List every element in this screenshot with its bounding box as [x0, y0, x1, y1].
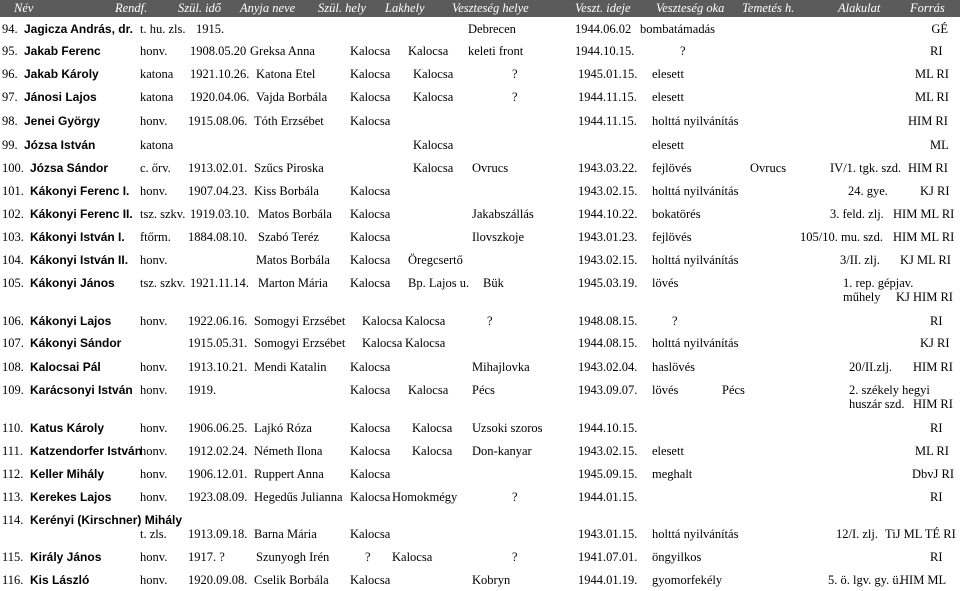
loss-date: 1943.02.15.	[578, 444, 638, 458]
birthplace: Kalocsa	[350, 276, 391, 290]
unit: 20/II.zlj.	[849, 360, 893, 374]
row-number: 102.	[2, 207, 24, 221]
row-number: 103.	[2, 230, 24, 244]
residence: Debrecen	[468, 22, 516, 36]
header-burial: Temetés h.	[742, 1, 795, 15]
residence: Kalocsa	[405, 336, 446, 350]
birth-date: 1912.02.24.	[188, 444, 248, 458]
mother-name: Hegedűs Julianna	[254, 490, 343, 504]
residence: Kalocsa	[408, 44, 449, 58]
birth-date: 1913.09.18.	[188, 527, 248, 541]
mother-name: Somogyi Erzsébet	[254, 336, 346, 350]
person-name: Jakab Károly	[24, 67, 99, 81]
row-number: 104.	[2, 253, 24, 267]
table-row	[0, 336, 960, 352]
row-number: 116.	[2, 573, 24, 587]
residence: Kalocsa	[408, 383, 449, 397]
rank: tsz. szkv.	[140, 276, 186, 290]
birth-date: 1922.06.16.	[188, 314, 248, 328]
mother-name: Szűcs Piroska	[254, 161, 324, 175]
loss-cause: bokatörés	[652, 207, 701, 221]
source: RI	[930, 550, 943, 564]
table-row	[0, 230, 960, 246]
birthplace: Kalocsa	[350, 207, 391, 221]
rank: katona	[140, 90, 174, 104]
source: HIM ML RI	[893, 230, 955, 244]
residence: Kalocsa	[412, 444, 453, 458]
source: GÉ	[931, 22, 948, 36]
birthplace: Kalocsa	[350, 44, 391, 58]
source: DbvJ RI	[912, 467, 955, 481]
table-row	[0, 138, 960, 154]
mother-name: Szunyogh Irén	[256, 550, 330, 564]
row-number: 110.	[2, 421, 24, 435]
birthplace: Kalocsa	[350, 184, 391, 198]
row-number: 108.	[2, 360, 24, 374]
row-number: 107.	[2, 336, 24, 350]
table-row	[0, 550, 960, 566]
mother-name: Németh Ilona	[254, 444, 323, 458]
birth-date: 1913.02.01.	[188, 161, 248, 175]
loss-place: Uzsoki szoros	[472, 421, 543, 435]
source: ML RI	[915, 444, 949, 458]
source: TiJ ML TÉ RI	[885, 527, 956, 541]
row-number: 100.	[2, 161, 24, 175]
loss-date: 1944.10.15.	[578, 421, 638, 435]
birth-date: 1919.03.10.	[190, 207, 250, 221]
row-number: 99.	[2, 138, 18, 152]
loss-place: Pécs	[472, 383, 495, 397]
loss-date: 1948.08.15.	[578, 314, 638, 328]
birth-date: 1907.04.23.	[188, 184, 248, 198]
table-row	[0, 490, 960, 506]
rank: honv.	[140, 444, 168, 458]
birthplace: Kalocsa	[350, 527, 391, 541]
loss-cause: meghalt	[652, 467, 693, 481]
loss-place: ?	[512, 90, 518, 104]
person-name: Jakab Ferenc	[24, 44, 101, 58]
header-birthplace: Szül. hely	[318, 1, 366, 15]
loss-cause: holttá nyilvánítás	[652, 253, 739, 267]
rank: t. hu. zls.	[140, 22, 186, 36]
person-name: Kis László	[30, 573, 90, 587]
source: KJ HIM RI	[896, 290, 953, 304]
loss-cause: ?	[672, 314, 678, 328]
birth-date: 1913.10.21.	[188, 360, 248, 374]
loss-cause: elesett	[652, 444, 684, 458]
birthplace: Kalocsa	[350, 114, 391, 128]
person-name: Kákonyi Ferenc II.	[30, 207, 133, 221]
rank: honv.	[140, 253, 168, 267]
source: KJ RI	[920, 336, 950, 350]
table-row	[0, 161, 960, 177]
birthplace: Kalocsa	[350, 490, 391, 504]
mother-name: Lajkó Róza	[254, 421, 312, 435]
row-number: 105.	[2, 276, 24, 290]
person-name: Kákonyi István I.	[30, 230, 125, 244]
table-row	[0, 314, 960, 330]
loss-cause: ?	[680, 44, 686, 58]
person-name: Jenei György	[24, 114, 101, 128]
loss-cause: öngyilkos	[652, 550, 702, 564]
loss-cause: haslövés	[652, 360, 696, 374]
birthplace: Kalocsa	[350, 90, 391, 104]
birth-date: 1906.06.25.	[188, 421, 248, 435]
mother-name: Matos Borbála	[256, 253, 330, 267]
unit: IV/1. tgk. szd.	[830, 161, 902, 175]
loss-date: 1943.01.15.	[578, 527, 638, 541]
header-residence: Lakhely	[385, 1, 425, 15]
source: RI	[930, 314, 943, 328]
mother-name: Mendi Katalin	[254, 360, 327, 374]
mother-name: Szabó Teréz	[258, 230, 320, 244]
birth-date: 1908.05.20	[190, 44, 247, 58]
rank: honv.	[140, 421, 168, 435]
source: ML	[930, 138, 949, 152]
header-unit: Alakulat	[838, 1, 881, 15]
loss-place: Ovrucs	[472, 161, 509, 175]
birthplace: Kalocsa	[350, 360, 391, 374]
loss-place: Mihajlovka	[472, 360, 530, 374]
rank: honv.	[140, 383, 168, 397]
row-number: 115.	[2, 550, 24, 564]
birthplace: Kalocsa	[350, 383, 391, 397]
birth-date: 1921.11.14.	[190, 276, 249, 290]
loss-date: 1941.07.01.	[578, 550, 638, 564]
person-name: Kákonyi Sándor	[30, 336, 122, 350]
row-number: 98.	[2, 114, 18, 128]
mother-name: Katona Etel	[256, 67, 316, 81]
rank: honv.	[140, 314, 168, 328]
mother-name: Matos Borbála	[258, 207, 332, 221]
residence: Kalocsa	[413, 90, 454, 104]
loss-cause: holttá nyilvánítás	[652, 114, 739, 128]
header-loss-date: Veszt. ideje	[575, 1, 631, 15]
birth-date: 1923.08.09.	[188, 490, 248, 504]
loss-date: 1945.03.19.	[578, 276, 638, 290]
row-number: 94.	[2, 22, 18, 36]
loss-place: ?	[512, 550, 518, 564]
loss-date: 1943.01.23.	[578, 230, 638, 244]
birthplace: Kalocsa	[350, 230, 391, 244]
burial-place: Pécs	[722, 383, 745, 397]
birth-date: 1920.09.08.	[188, 573, 248, 587]
rank: honv.	[140, 490, 168, 504]
table-row	[0, 207, 960, 223]
loss-date: 1943.02.04.	[578, 360, 638, 374]
loss-cause: bombatámadás	[640, 22, 715, 36]
loss-place: ?	[487, 314, 493, 328]
birth-date: 1917. ?	[188, 550, 225, 564]
birthplace: Kalocsa	[350, 573, 391, 587]
loss-place: keleti front	[468, 44, 524, 58]
rank: c. őrv.	[140, 161, 171, 175]
rank: tsz. szkv.	[140, 207, 186, 221]
unit: 1. rep. gépjav.	[843, 276, 914, 290]
loss-place: Don-kanyar	[472, 444, 532, 458]
row-number: 112.	[2, 467, 24, 481]
table-row	[0, 467, 960, 483]
header-row	[0, 0, 960, 17]
loss-cause: fejlövés	[652, 230, 692, 244]
loss-place: Kobryn	[472, 573, 511, 587]
row-number: 114.	[2, 513, 24, 527]
table-row	[0, 421, 960, 437]
unit: 3. feld. zlj.	[830, 207, 884, 221]
mother-name: Barna Mária	[254, 527, 317, 541]
row-number: 95.	[2, 44, 18, 58]
loss-place: ?	[512, 67, 518, 81]
source: RI	[930, 44, 943, 58]
person-name: Józsa István	[24, 138, 96, 152]
residence: Bp. Lajos u.	[408, 276, 470, 290]
source: HIM RI	[913, 397, 953, 411]
loss-cause: fejlövés	[652, 161, 692, 175]
loss-date: 1944.11.15.	[578, 114, 637, 128]
residence: Kalocsa	[413, 138, 454, 152]
header-rank: Rendf.	[115, 1, 148, 15]
row-number: 106.	[2, 314, 24, 328]
birthplace: Kalocsa	[350, 467, 391, 481]
row-number: 101.	[2, 184, 24, 198]
person-name: Keller Mihály	[30, 467, 105, 481]
birth-date: 1919.	[188, 383, 217, 397]
residence: Kalocsa	[405, 314, 446, 328]
row-number: 97.	[2, 90, 18, 104]
source: HIM ML RI	[893, 207, 955, 221]
birth-date: 1920.04.06.	[190, 90, 250, 104]
loss-cause: holttá nyilvánítás	[652, 527, 739, 541]
source: HIM RI	[908, 114, 948, 128]
loss-cause: lövés	[652, 276, 679, 290]
mother-name: Ruppert Anna	[254, 467, 324, 481]
unit: 105/10. mu. szd.	[800, 230, 883, 244]
table-row	[0, 90, 960, 106]
loss-place: ?	[512, 490, 518, 504]
birthplace: Kalocsa	[350, 253, 391, 267]
loss-date: 1943.02.15.	[578, 184, 638, 198]
row-number: 113.	[2, 490, 24, 504]
person-name: Király János	[30, 550, 102, 564]
loss-date: 1945.09.15.	[578, 467, 638, 481]
header-mother: Anyja neve	[240, 1, 296, 15]
source: RI	[930, 490, 943, 504]
birthplace: Kalocsa	[350, 444, 391, 458]
mother-name: Somogyi Erzsébet	[254, 314, 346, 328]
table-row	[0, 114, 960, 130]
table-row	[0, 360, 960, 376]
loss-date: 1944.11.15.	[578, 90, 637, 104]
loss-cause: gyomorfekély	[652, 573, 723, 587]
mother-name: Cselik Borbála	[254, 573, 329, 587]
person-name: Kalocsai Pál	[30, 360, 101, 374]
loss-place: Ilovszkoje	[472, 230, 525, 244]
unit-line-2: műhely	[843, 290, 881, 304]
mother-name: Kiss Borbála	[254, 184, 319, 198]
person-name: Kákonyi Lajos	[30, 314, 112, 328]
loss-date: 1944.01.15.	[578, 490, 638, 504]
loss-date: 1943.09.07.	[578, 383, 638, 397]
residence: Homokmégy	[392, 490, 458, 504]
table-row	[0, 573, 960, 589]
residence: Öregcsertő	[408, 253, 463, 267]
rank: honv.	[140, 184, 168, 198]
rank: honv.	[140, 573, 168, 587]
residence: Kalocsa	[392, 550, 433, 564]
person-name: Kákonyi Ferenc I.	[30, 184, 130, 198]
rank: honv.	[140, 360, 168, 374]
rank: katona	[140, 67, 174, 81]
person-name: Karácsonyi István	[30, 383, 133, 397]
loss-cause: lövés	[652, 383, 679, 397]
unit: 3/II. zlj.	[840, 253, 880, 267]
birth-date: 1906.12.01.	[188, 467, 248, 481]
unit-line-2: huszár szd.	[849, 397, 905, 411]
mother-name: Marton Mária	[258, 276, 328, 290]
header-loss-cause: Veszteség oka	[656, 1, 725, 15]
rank: ftőrm.	[140, 230, 171, 244]
header-name: Név	[14, 1, 34, 15]
source: ML RI	[915, 90, 949, 104]
birth-date: 1915.08.06.	[188, 114, 248, 128]
source: ML RI	[915, 67, 949, 81]
table-row	[0, 184, 960, 200]
rank: honv.	[140, 467, 168, 481]
mother-name: Greksa Anna	[250, 44, 315, 58]
person-name: Kerényi (Kirschner) Mihály	[30, 513, 183, 527]
person-name: Józsa Sándor	[30, 161, 109, 175]
person-name: Kákonyi István II.	[30, 253, 129, 267]
source: HIM ML	[900, 573, 947, 587]
table-row	[0, 444, 960, 460]
loss-place: Jakabszállás	[472, 207, 534, 221]
row-number: 109.	[2, 383, 24, 397]
residence: Kalocsa	[413, 67, 454, 81]
table-row	[0, 513, 960, 545]
header-birth-date: Szül. idő	[178, 1, 222, 15]
rank: katona	[140, 138, 174, 152]
residence: Kalocsa	[413, 161, 454, 175]
loss-cause: holttá nyilvánítás	[652, 336, 739, 350]
rank: honv.	[140, 550, 168, 564]
loss-date: 1944.01.19.	[578, 573, 638, 587]
burial-place: Ovrucs	[750, 161, 787, 175]
loss-cause: elesett	[652, 90, 684, 104]
table-row	[0, 276, 960, 310]
loss-date: 1944.10.22.	[578, 207, 638, 221]
birthplace: ?	[365, 550, 371, 564]
loss-place: Bük	[483, 276, 504, 290]
source: KJ ML RI	[900, 253, 951, 267]
loss-date: 1943.02.15.	[578, 253, 638, 267]
person-name: Kákonyi János	[30, 276, 115, 290]
mother-name: Tóth Erzsébet	[254, 114, 324, 128]
rank: honv.	[140, 114, 168, 128]
unit: 12/I. zlj.	[836, 527, 879, 541]
person-name: Jagicza András, dr.	[24, 22, 133, 36]
table-row	[0, 383, 960, 417]
row-number: 111.	[2, 444, 23, 458]
birth-date: 1884.08.10.	[188, 230, 248, 244]
loss-date: 1944.08.15.	[578, 336, 638, 350]
source: HIM RI	[908, 161, 948, 175]
loss-cause: holttá nyilvánítás	[652, 184, 739, 198]
birth-date: 1921.10.26.	[190, 67, 250, 81]
source: HIM RI	[913, 360, 953, 374]
birthplace: Kalocsa	[362, 314, 403, 328]
person-name: Kerekes Lajos	[30, 490, 112, 504]
birthplace: Kalocsa	[362, 336, 403, 350]
table-row	[0, 253, 960, 269]
rank: t. zls.	[140, 527, 167, 541]
source: RI	[930, 421, 943, 435]
unit: 2. székely hegyi	[849, 383, 930, 397]
loss-date: 1945.01.15.	[578, 67, 638, 81]
mother-name: Vajda Borbála	[256, 90, 328, 104]
source: KJ RI	[920, 184, 950, 198]
unit: 24. gye.	[848, 184, 888, 198]
loss-date: 1944.10.15.	[575, 44, 635, 58]
residence: Kalocsa	[412, 421, 453, 435]
person-name: Jánosi Lajos	[24, 90, 97, 104]
loss-date: 1944.06.02	[575, 22, 632, 36]
birth-date: 1915.05.31.	[188, 336, 248, 350]
loss-cause: elesett	[652, 67, 684, 81]
table-row	[0, 22, 960, 38]
row-number: 96.	[2, 67, 18, 81]
rank: honv.	[140, 44, 168, 58]
header-loss-place: Veszteség helye	[452, 1, 529, 15]
header-source: Forrás	[910, 1, 945, 15]
person-name: Katzendorfer István	[30, 444, 143, 458]
birth-date: 1915.	[196, 22, 225, 36]
loss-cause: elesett	[652, 138, 684, 152]
unit: 5. ö. lgv. gy. ü.	[828, 573, 902, 587]
loss-date: 1943.03.22.	[578, 161, 638, 175]
person-name: Katus Károly	[30, 421, 105, 435]
table-row	[0, 67, 960, 83]
birthplace: Kalocsa	[350, 421, 391, 435]
birthplace: Kalocsa	[350, 67, 391, 81]
table-row	[0, 44, 960, 60]
